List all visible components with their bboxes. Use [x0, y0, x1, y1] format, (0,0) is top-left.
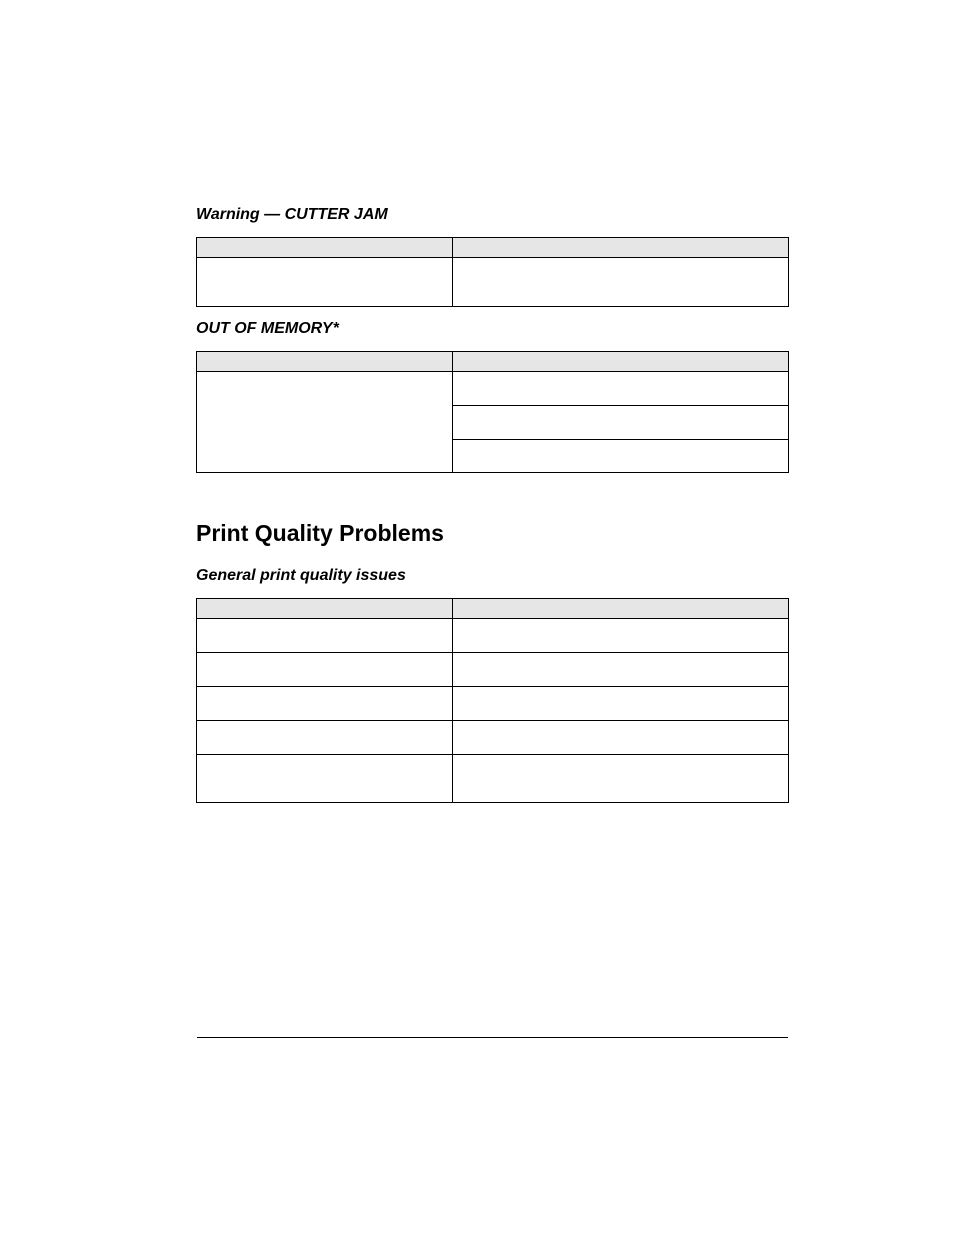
table-cell [197, 653, 453, 687]
table-cell [453, 619, 789, 653]
table-header-row [197, 238, 789, 258]
table-row [197, 755, 789, 803]
table-cell [453, 687, 789, 721]
table-cell [453, 406, 789, 440]
print-quality-table [196, 598, 789, 803]
table-header-row [197, 352, 789, 372]
table-header-cell [453, 599, 789, 619]
table-cell [197, 619, 453, 653]
cutter-jam-title: Warning — CUTTER JAM [196, 206, 388, 223]
cutter-jam-table [196, 237, 789, 307]
table-row [197, 687, 789, 721]
table-row [197, 721, 789, 755]
out-of-memory-title: OUT OF MEMORY* [196, 320, 339, 337]
table-cell [197, 755, 453, 803]
table-cell [453, 653, 789, 687]
table-header-cell [197, 238, 453, 258]
table-row [197, 372, 789, 406]
table-row [197, 619, 789, 653]
table-row [197, 653, 789, 687]
table-cell [453, 372, 789, 406]
table-cell [197, 372, 453, 473]
footer-rule [197, 1037, 788, 1038]
table-header-row [197, 599, 789, 619]
page-heading: Print Quality Problems [196, 520, 444, 546]
table-cell [453, 440, 789, 473]
table-header-cell [197, 352, 453, 372]
table-cell [453, 721, 789, 755]
table-header-cell [453, 352, 789, 372]
table-cell [453, 258, 789, 307]
table-cell [197, 721, 453, 755]
table-header-cell [453, 238, 789, 258]
table-cell [197, 258, 453, 307]
table-cell [197, 687, 453, 721]
general-print-quality-title: General print quality issues [196, 567, 406, 584]
table-row [197, 258, 789, 307]
table-header-cell [197, 599, 453, 619]
table-cell [453, 755, 789, 803]
out-of-memory-table [196, 351, 789, 473]
